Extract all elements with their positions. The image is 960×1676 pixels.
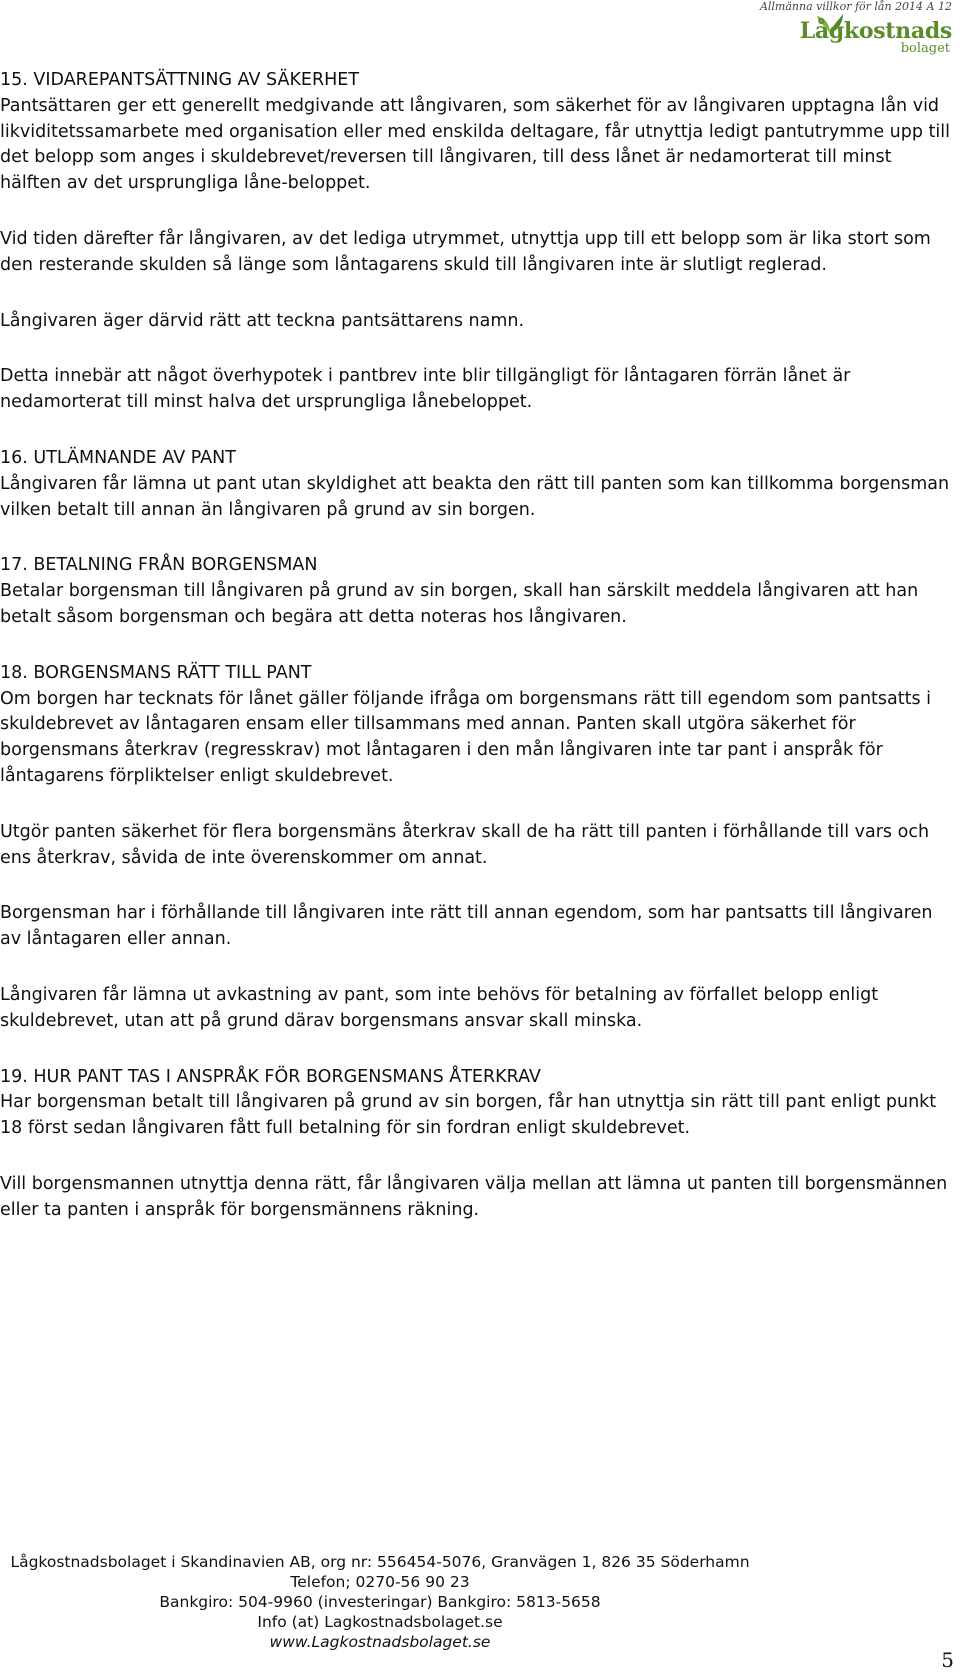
document-body (0, 68, 955, 1254)
page-footer (0, 1552, 760, 1652)
section-16-paragraph-1: Långivaren får lämna ut pant utan skyldighet att beakta den rätt till panten som kan tillkomma borgensman vilken betalt till annan än långivaren på grund av sin borgen. (0, 473, 950, 520)
section-16-heading: 16. UTLÄMNANDE AV PANT (0, 447, 236, 468)
section-15-paragraph-1: Pantsättaren ger ett generellt medgivande att långivaren, som säkerhet för av långivaren upptagna lån vid likviditetssamarbete med organisation eller med enskilda deltagare, får utnyttja ledigt pantutrymme upp till det belopp som anges i skuldebrevet/reversen till långivaren, till dess lånet är nedamorterat till minst hälften av det ursprungliga låne-beloppet. (0, 95, 950, 194)
section-15-heading: 15. VIDAREPANTSÄTTNING AV SÄKERHET (0, 70, 360, 90)
section-19-paragraph-1: Har borgensman betalt till långivaren på grund av sin borgen, får han utnyttja sin rätt till pant enligt punkt 18 först sedan långivaren fått full betalning för sin fordran enligt skuldebrevet. (0, 1092, 937, 1139)
footer-company-line: Lågkostnadsbolaget i Skandinavien AB, org nr: 556454-5076, Granvägen 1, 826 35 Söderhamn (10, 1553, 750, 1571)
section-15-paragraph-3: Långivaren äger därvid rätt att teckna pantsättarens namn. (0, 310, 525, 331)
document-reference: Allmänna villkor för lån 2014 A 12 (759, 0, 952, 13)
logo-wordmark: Lågkostnads (799, 18, 952, 44)
footer-email-line: Info (at) Lagkostnadsbolaget.se (257, 1613, 503, 1631)
section-15-paragraph-4: Detta innebär att något överhypotek i pantbrev inte blir tillgängligt för låntagaren förrän lånet är nedamorterat till minst halva det ursprungliga lånebeloppet. (0, 366, 851, 413)
footer-phone-line: Telefon; 0270-56 90 23 (290, 1573, 470, 1591)
section-18-heading: 18. BORGENSMANS RÄTT TILL PANT (0, 662, 312, 683)
section-15-paragraph-2: Vid tiden därefter får långivaren, av det lediga utrymmet, utnyttja upp till ett belopp som är lika stort som den resterande skulden så länge som låntagarens skuld till långivaren inte är slutligt reglerad. (0, 228, 931, 275)
footer-bankgiro-line: Bankgiro: 504-9960 (investeringar) Bankgiro: 5813-5658 (159, 1593, 601, 1611)
section-19-heading: 19. HUR PANT TAS I ANSPRÅK FÖR BORGENSMANS ÅTERKRAV (0, 1066, 541, 1087)
section-18-paragraph-2: Utgör panten säkerhet för flera borgensmäns återkrav skall de ha rätt till panten i förhållande till vars och ens återkrav, såvida de inte överenskommer om annat. (0, 821, 930, 868)
page-number: 5 (941, 1648, 954, 1672)
section-17-paragraph-1: Betalar borgensman till långivaren på grund av sin borgen, skall han särskilt meddela långivaren att han betalt såsom borgensman och begära att detta noteras hos långivaren. (0, 581, 919, 627)
section-18-paragraph-1: Om borgen har tecknats för lånet gäller följande ifråga om borgensmans rätt till egendom som pantsatts i skuldebrevet av låntagaren ensam eller tillsammans med annan. Panten skall utgöra säkerhet för borgensmans återkrav (regresskrav) mot låntagaren i den mån långivaren inte tar pant i anspråk för låntagarens förpliktelser enligt skuldebrevet. (0, 688, 932, 786)
section-17-heading: 17. BETALNING FRÅN BORGENSMAN (0, 555, 318, 576)
logo-subtext: bolaget (900, 41, 950, 56)
company-logo (787, 18, 952, 60)
section-18-paragraph-3: Borgensman har i förhållande till långivaren inte rätt till annan egendom, som har pantsatts till långivaren av låntagaren eller annan. (0, 903, 933, 950)
section-19-paragraph-2: Vill borgensmannen utnyttja denna rätt, får långivaren välja mellan att lämna ut panten till borgensmännen eller ta panten i anspråk för borgensmännens räkning. (0, 1173, 948, 1220)
section-18-paragraph-4: Långivaren får lämna ut avkastning av pant, som inte behövs för betalning av förfallet belopp enligt skuldebrevet, utan att på grund därav borgensmans ansvar skall minska. (0, 984, 879, 1031)
footer-website-link[interactable]: www.Lagkostnadsbolaget.se (269, 1633, 491, 1651)
